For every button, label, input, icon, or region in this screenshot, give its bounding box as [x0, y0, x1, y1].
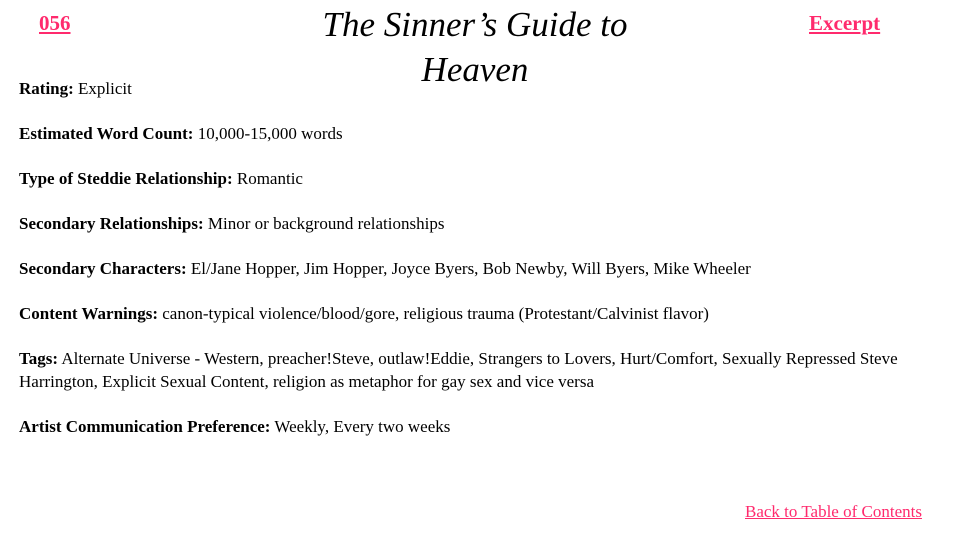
details-list	[19, 77, 924, 460]
excerpt-link[interactable]: Excerpt	[809, 11, 881, 35]
field-value: Weekly, Every two weeks	[274, 417, 451, 436]
field-label: Artist Communication Preference:	[19, 417, 271, 436]
field-relationship-type	[19, 167, 924, 190]
field-label: Secondary Relationships:	[19, 214, 204, 233]
field-value: Alternate Universe - Western, preacher!Steve, outlaw!Eddie, Strangers to Lovers, Hurt/Comfort, Sexually Repressed Steve Harrington, Explicit Sexual Content, religion as metaphor for gay sex and vice versa	[19, 349, 898, 391]
field-label: Rating:	[19, 79, 74, 98]
field-tags	[19, 347, 924, 393]
field-label: Content Warnings:	[19, 304, 159, 323]
field-label: Estimated Word Count:	[19, 124, 194, 143]
field-label: Type of Steddie Relationship:	[19, 169, 233, 188]
field-value: El/Jane Hopper, Jim Hopper, Joyce Byers, Bob Newby, Will Byers, Mike Wheeler	[190, 259, 751, 278]
field-word-count	[19, 122, 924, 145]
field-secondary-relationships	[19, 212, 924, 235]
back-to-toc-link[interactable]: Back to Table of Contents	[745, 502, 922, 521]
field-label: Tags:	[19, 349, 59, 368]
field-value: canon-typical violence/blood/gore, religious trauma (Protestant/Calvinist flavor)	[162, 304, 709, 323]
field-content-warnings	[19, 302, 924, 325]
field-communication-preference	[19, 415, 924, 438]
entry-number-link[interactable]: 056	[39, 11, 71, 35]
field-secondary-characters	[19, 257, 924, 280]
field-value: Explicit	[78, 79, 132, 98]
field-rating	[19, 77, 924, 100]
field-value: Minor or background relationships	[207, 214, 445, 233]
field-value: 10,000-15,000 words	[197, 124, 343, 143]
field-label: Secondary Characters:	[19, 259, 187, 278]
page-title: The Sinner’s Guide to Heaven	[322, 5, 628, 89]
field-value: Romantic	[236, 169, 303, 188]
